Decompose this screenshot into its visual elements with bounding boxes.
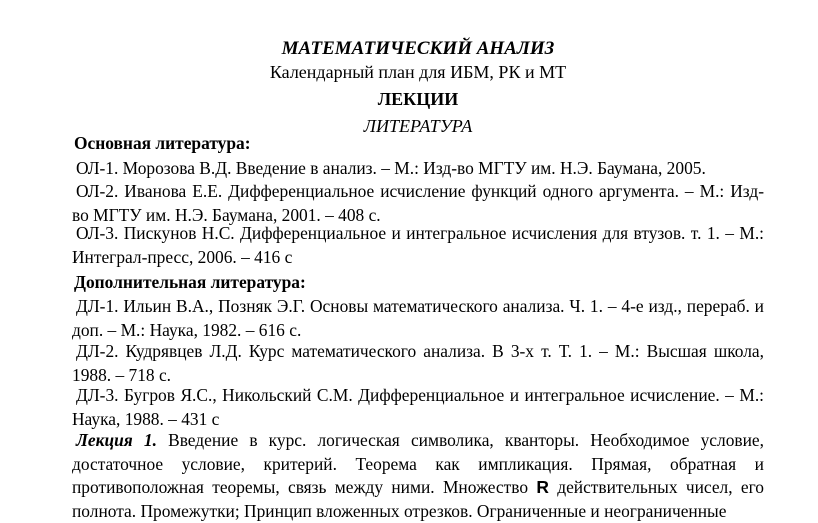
document-subtitle: Календарный план для ИБМ, РК и МТ — [269, 62, 567, 82]
extra-literature-heading: Дополнительная литература: — [74, 272, 306, 292]
reference-item: ОЛ-3. Пискунов Н.С. Дифференциальное и интегральное исчисления для втузов. т. 1. – М.: Интеграл-пресс, 2006. – 416 с — [72, 223, 764, 267]
document-title: МАТЕМАТИЧЕСКИЙ АНАЛИЗ — [281, 38, 555, 59]
lecture-text: Введение в курс. логическая символика, кванторы. Необходимое условие, достаточное условие, критерий. Теорема как импликация. Прямая, обратная и противоположная теоремы, связь между ними. Множество — [72, 430, 764, 497]
reference-item: ОЛ-2. Иванова Е.Е. Дифференциальное исчисление функций одного аргумента. – М.: Изд-во МГТУ им. Н.Э. Баумана, 2001. – 408 с. — [72, 181, 764, 225]
subsection-heading: ЛИТЕРАТУРА — [363, 116, 473, 136]
section-heading: ЛЕКЦИИ — [377, 89, 459, 109]
lecture-label: Лекция 1. — [76, 430, 157, 450]
lecture-paragraph — [72, 429, 764, 523]
reference-item: ДЛ-1. Ильин В.А., Позняк Э.Г. Основы математического анализа. Ч. 1. – 4-е изд., перераб. и доп. – М.: Наука, 1982. – 616 с. — [72, 296, 764, 340]
reference-item: ОЛ-1. Морозова В.Д. Введение в анализ. – М.: Изд-во МГТУ им. Н.Э. Баумана, 2005. — [76, 158, 706, 178]
real-numbers-symbol: R — [536, 477, 549, 497]
lecture-text-continued: действительных чисел, его полнота. Промежутки; Принцип вложенных отрезков. Ограниченные и неограниченные — [72, 477, 764, 521]
reference-item: ДЛ-3. Бугров Я.С., Никольский С.М. Дифференциальное и интегральное исчисление. – М.: Наука, 1988. – 431 с — [72, 385, 764, 429]
reference-item: ДЛ-2. Кудрявцев Л.Д. Курс математического анализа. В 3-х т. Т. 1. – М.: Высшая школа, 1988. – 718 с. — [72, 341, 764, 385]
main-literature-heading: Основная литература: — [74, 133, 251, 153]
